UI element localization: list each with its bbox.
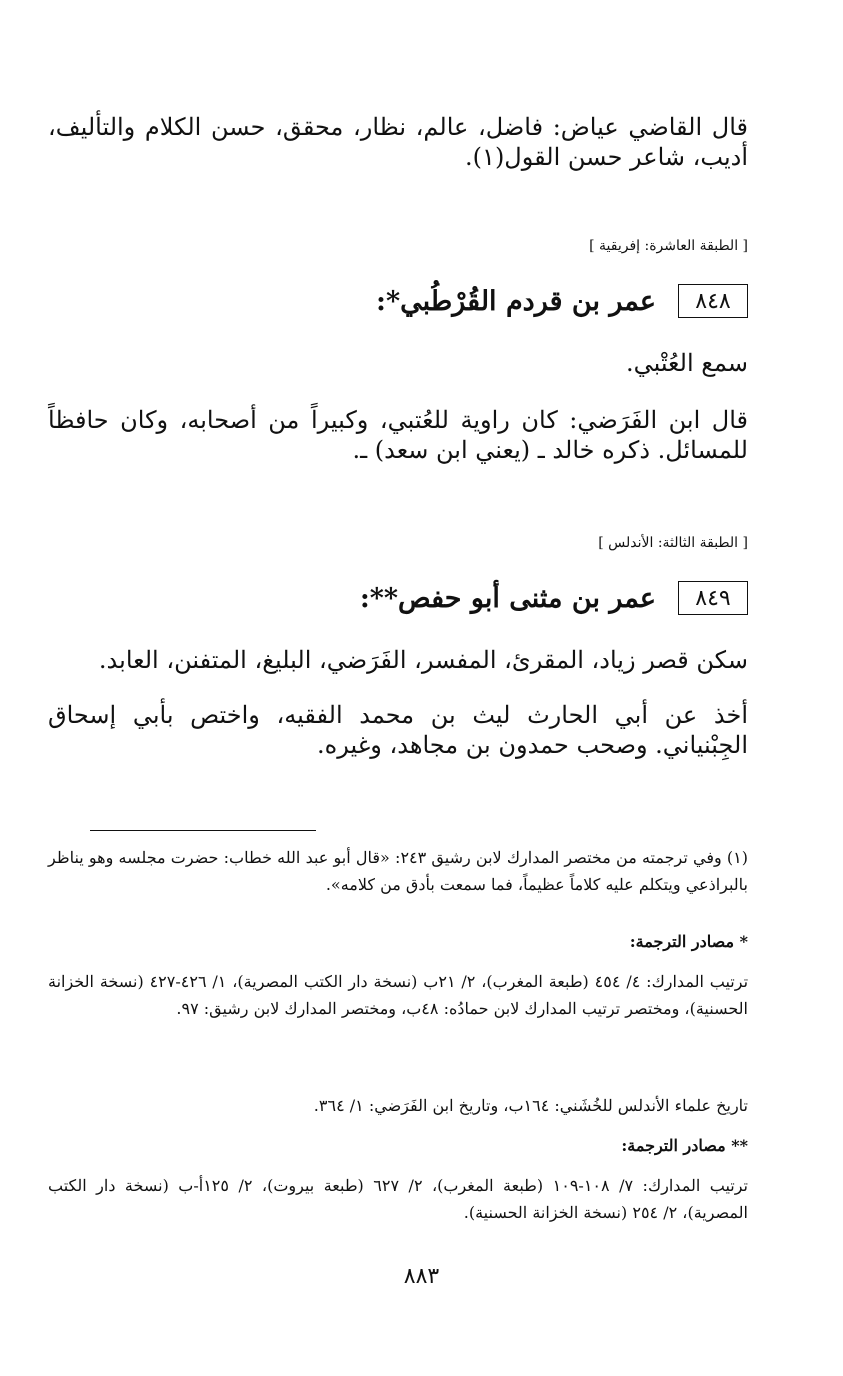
entry-849-number: ٨٤٩ — [695, 585, 731, 611]
entry-848-title: عمر بن قردم القُرْطُبي*: — [376, 285, 656, 317]
entry-848-paragraph-1: سمع العُتْبي. — [625, 349, 748, 377]
footnote-1: (١) وفي ترجمته من مختصر المدارك لابن رشيق ٢٤٣: «قال أبو عبد الله خطاب: حضرت مجلسه وهو يناظر بالبراذعي ويتكلم عليه كلاماً عظيماً، فما سمعت بأدق من كلامه». — [48, 848, 748, 895]
entry-849-title: عمر بن مثنى أبو حفص**: — [359, 582, 656, 614]
sources-848-list: ترتيب المدارك: ٤/ ٤٥٤ (طبعة المغرب)، ٢/ ٢١ب (نسخة دار الكتب المصرية)، ١/ ٤٢٦-٤٢٧ (نسخة الخزانة الحسنية)، ومختصر ترتيب المدارك لابن حمادُه: ٤٨ب، ومختصر المدارك لابن رشيق: ٩٧. — [48, 972, 749, 1019]
entry-849-paragraph-2: أخذ عن أبي الحارث ليث بن محمد الفقيه، واختص بأبي إسحاق الجِبْنياني. وصحب حمدون بن مجاهد، وغيره. — [48, 701, 748, 759]
entry-849-number-box — [678, 581, 748, 615]
entry-848-tabaqa-tag: [ الطبقة العاشرة: إفريقية ] — [589, 238, 748, 254]
sources-848-heading: * مصادر الترجمة: — [629, 932, 748, 951]
entry-848-number: ٨٤٨ — [695, 288, 731, 314]
sources-849-list: ترتيب المدارك: ٧/ ١٠٨-١٠٩ (طبعة المغرب)، ٢/ ٦٢٧ (طبعة بيروت)، ٢/ ١٢٥أ-ب (نسخة دار الكتب المصرية)، ٢/ ٢٥٤ (نسخة الخزانة الحسنية). — [48, 1176, 749, 1223]
entry-848-number-box — [678, 284, 748, 318]
entry-848-paragraph-2: قال ابن الفَرَضي: كان راوية للعُتبي، وكبيراً من أصحابه، وكان حافظاً للمسائل. ذكره خالد ـ (يعني ابن سعد) ـ. — [48, 406, 748, 464]
sources-848-list-2: تاريخ علماء الأندلس للخُشَني: ١٦٤ب، وتاريخ ابن الفَرَضي: ١/ ٣٦٤. — [313, 1096, 748, 1115]
previous-entry-text: قال القاضي عياض: فاضل، عالم، نظار، محقق، حسن الكلام والتأليف، أديب، شاعر حسن القول(١). — [48, 113, 748, 171]
entry-849-heading — [48, 573, 748, 623]
footnote-separator — [90, 830, 316, 831]
sources-849-heading: ** مصادر الترجمة: — [621, 1136, 748, 1155]
page-number: ٨٨٣ — [403, 1264, 440, 1289]
entry-849-tabaqa-tag: [ الطبقة الثالثة: الأندلس ] — [598, 535, 748, 551]
entry-849-paragraph-1: سكن قصر زياد، المقرئ، المفسر، الفَرَضي، البليغ، المتفنن، العابد. — [98, 646, 748, 674]
entry-848-heading — [48, 276, 748, 326]
